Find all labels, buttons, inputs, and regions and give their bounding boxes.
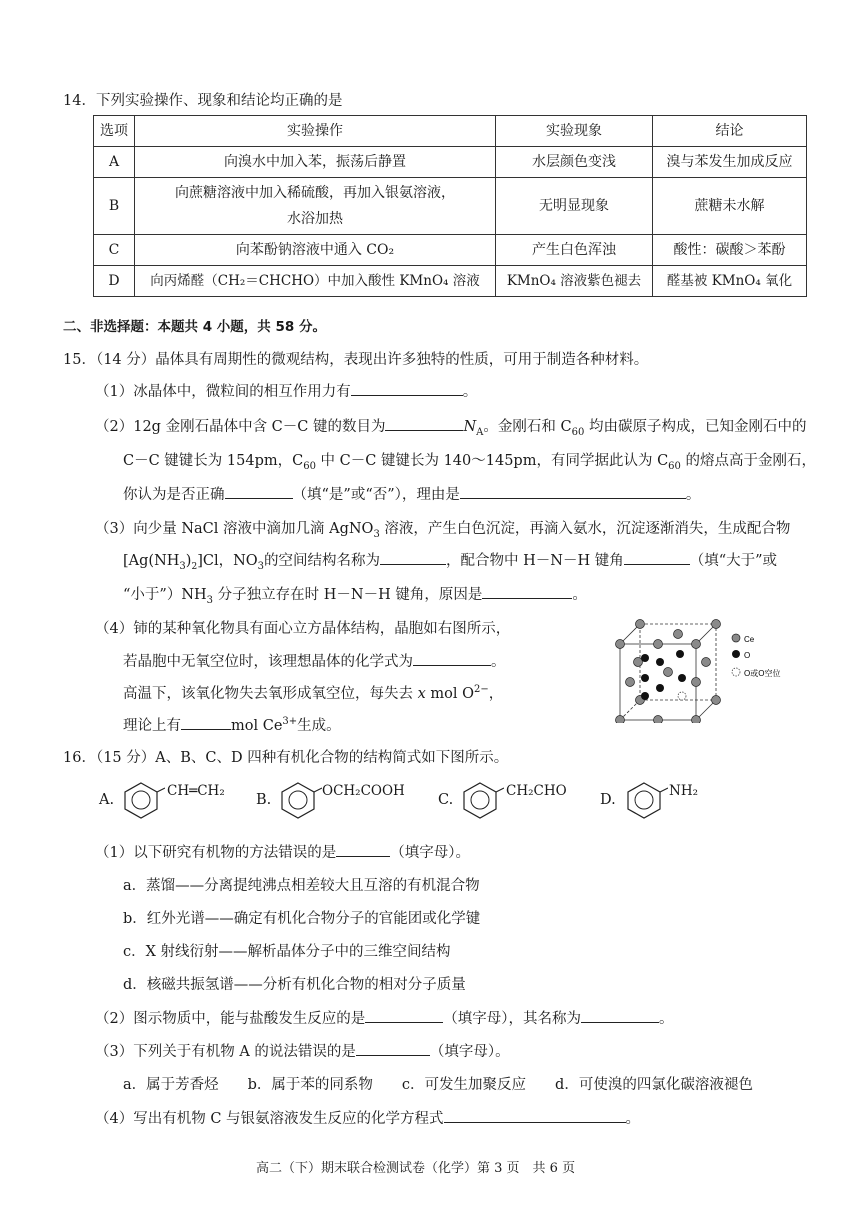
text: （填“大于”或 [689,553,778,569]
q15-part1 [95,380,477,401]
table-row [94,178,807,235]
subscript: 3 [179,560,186,572]
row-conclusion: 溴与苯发生加成反应 [653,147,807,178]
row-phenomenon: 水层颜色变浅 [496,147,653,178]
text: （2）12g 金刚石晶体中含 C－C 键的数目为 [95,419,386,435]
q15-part3-line3 [123,583,587,606]
answer-blank[interactable] [365,1008,443,1023]
row-operation: 向苯酚钠溶液中通入 CO₂ [135,235,496,266]
structure-label: C. [438,792,454,808]
row-phenomenon: 产生白色浑浊 [496,235,653,266]
q15-part2-line3 [123,483,700,504]
variable: x [417,686,426,702]
text: 分子独立存在时 H－N－H 键角，原因是 [213,587,483,603]
page-footer: 高二（下）期末联合检测试卷（化学）第 3 页 共 6 页 [256,1161,576,1176]
benzene-ring-icon [624,780,668,820]
answer-blank[interactable] [482,584,572,599]
structure-label: B. [256,792,272,808]
q14-stem: 14．下列实验操作、现象和结论均正确的是 [63,93,343,109]
text: （2）图示物质中，能与盐酸发生反应的是 [95,1011,366,1027]
q16-option-a: a．蒸馏——分离提纯沸点相差较大且互溶的有机混合物 [123,878,480,894]
structure-label: D. [600,792,616,808]
legend-ce: Ce [744,635,755,644]
answer-blank[interactable] [351,381,463,396]
row-operation-line1: 向蔗糖溶液中加入稀硫酸，再加入银氨溶液， [175,185,455,201]
legend-o: O [744,651,751,660]
header-operation: 实验操作 [135,116,496,147]
q16-part3-options: a．属于芳香烃 b．属于苯的同系物 c．可发生加聚反应 d．可使溴的四氯化碳溶液褪色 [123,1077,753,1093]
q15-part1-text: （1）冰晶体中，微粒间的相互作用力有 [95,384,351,400]
punct: 。 [658,1011,674,1027]
q16-option-b: b．红外光谱——确定有机化合物分子的官能团或化学键 [123,911,481,927]
text: ，配合物中 H－N－H 键角 [446,553,624,569]
row-phenomenon: 无明显现象 [496,178,653,235]
structure-a [99,780,249,820]
text: [Ag(NH [123,553,180,569]
punct: 。 [572,587,587,603]
subscript: 2 [191,561,198,572]
superscript: 2− [474,684,489,696]
structure-d [600,780,720,820]
answer-blank[interactable] [336,842,390,857]
text: （3）下列关于有机物 A 的说法错误的是 [95,1044,356,1060]
row-operation-line2: 水浴加热 [287,211,343,227]
answer-blank[interactable] [356,1041,430,1056]
substituent: NH₂ [669,783,698,799]
text: （填“是”或“否”），理由是 [292,487,460,503]
crystal-cell-diagram [612,618,802,723]
text: 均由碳原子构成，已知金刚石中的 [584,419,807,435]
text: 生成。 [297,718,341,734]
answer-blank[interactable] [225,484,293,499]
text: mol O [425,686,475,702]
row-phenomenon: KMnO₄ 溶液紫色褪去 [496,266,653,297]
punct: 。 [491,654,506,670]
q16-stem: 16．（15 分）A、B、C、D 四种有机化合物的结构简式如下图所示。 [63,750,509,766]
text: （填字母）。 [390,845,470,861]
row-option: B [94,178,135,235]
subscript: 3 [373,528,380,540]
answer-blank[interactable] [380,550,446,565]
row-option: D [94,266,135,297]
subscript: 60 [571,426,585,438]
header-conclusion: 结论 [653,116,807,147]
text: mol Ce [231,718,283,734]
subscript: 60 [668,460,681,472]
structure-label: A. [99,792,115,808]
benzene-ring-icon [278,780,322,820]
text: （填字母）。 [429,1044,510,1060]
section-heading: 二、非选择题：本题共 4 小题，共 58 分。 [63,319,326,335]
row-operation: 向溴水中加入苯，振荡后静置 [135,147,496,178]
q15-part3-line2 [123,549,777,572]
structure-b [256,780,426,820]
text: 中 C－C 键键长为 140～145pm，有同学据此认为 C [315,453,669,469]
text: （4）写出有机物 C 与银氨溶液发生反应的化学方程式 [95,1111,444,1127]
q15-part4-line3 [123,682,503,703]
row-operation: 向丙烯醛（CH₂＝CHCHO）中加入酸性 KMnO₄ 溶液 [135,266,496,297]
header-phenomenon: 实验现象 [496,116,653,147]
q15-part2-line2 [123,449,816,472]
table-row [94,266,807,297]
q15-part4-line1: （4）铈的某种氧化物具有面心立方晶体结构，晶胞如右图所示， [95,621,511,637]
text: ) [185,553,192,569]
answer-blank[interactable] [181,715,231,730]
q15-stem: 15．（14 分）晶体具有周期性的微观结构，表现出许多独特的性质，可用于制造各种材料。 [63,352,649,368]
row-conclusion: 醛基被 KMnO₄ 氧化 [653,266,807,297]
row-option: A [94,147,135,178]
text: 的熔点高于金刚石， [680,453,817,469]
subscript: 3 [206,594,214,606]
benzene-ring-icon [460,780,504,820]
punct: 。 [685,487,701,503]
text: C－C 键键长为 154pm，C [123,453,304,469]
q15-part3-line1 [95,517,790,540]
punct: 。 [462,384,478,400]
substituent: OCH₂COOH [322,783,405,799]
text: 。金刚石和 C [483,419,572,435]
benzene-ring-icon [121,780,165,820]
structure-c [438,780,588,820]
answer-blank[interactable] [624,550,690,565]
text: （填字母），其名称为 [443,1011,581,1027]
text: ， [488,686,504,702]
answer-blank[interactable] [385,416,463,431]
q16-option-d: d．核磁共振氢谱——分析有机化合物的相对分子质量 [123,977,466,993]
subscript: A [476,426,484,438]
text: （3）向少量 NaCl 溶液中滴加几滴 AgNO [95,521,374,537]
table-row [94,147,807,178]
q16-part4 [95,1107,640,1128]
avogadro-symbol: N [463,419,477,435]
text: 若晶胞中无氧空位时，该理想晶体的化学式为 [123,654,413,670]
q16-part3 [95,1040,510,1061]
substituent: CH₂CHO [506,783,567,799]
answer-blank[interactable] [444,1108,626,1123]
text: （1）以下研究有机物的方法错误的是 [95,845,337,861]
table-row [94,235,807,266]
text: 高温下，该氧化物失去氧形成氧空位，每失去 [123,686,418,702]
superscript: 3+ [282,716,298,728]
table-header-row [94,116,807,147]
answer-blank[interactable] [413,651,491,666]
row-conclusion: 酸性：碳酸＞苯酚 [653,235,807,266]
q16-part2 [95,1007,673,1028]
answer-blank[interactable] [581,1008,659,1023]
row-operation [135,178,496,235]
punct: 。 [625,1111,641,1127]
q15-part2-line1 [95,415,806,438]
text: 你认为是否正确 [123,487,225,503]
text: “小于”）NH [123,587,207,603]
subscript: 60 [303,460,316,472]
text: 理论上有 [123,718,181,734]
answer-blank[interactable] [460,484,686,499]
text: 的空间结构名称为 [264,553,381,569]
row-option: C [94,235,135,266]
q16-part1 [95,841,470,862]
text: 溶液，产生白色沉淀，再滴入氨水，沉淀逐渐消失，生成配合物 [379,521,791,537]
legend-vacancy: O或O空位 [744,669,781,678]
q15-part4-line2 [123,650,506,671]
text: ]Cl，NO [197,553,258,569]
q14-table [93,115,807,297]
row-conclusion: 蔗糖未水解 [653,178,807,235]
q16-option-c: c．X 射线衍射——解析晶体分子中的三维空间结构 [123,944,451,960]
substituent: CH═CH₂ [167,783,225,799]
subscript: 3 [257,560,265,572]
q15-part4-line4 [123,714,341,735]
header-option: 选项 [94,116,135,147]
